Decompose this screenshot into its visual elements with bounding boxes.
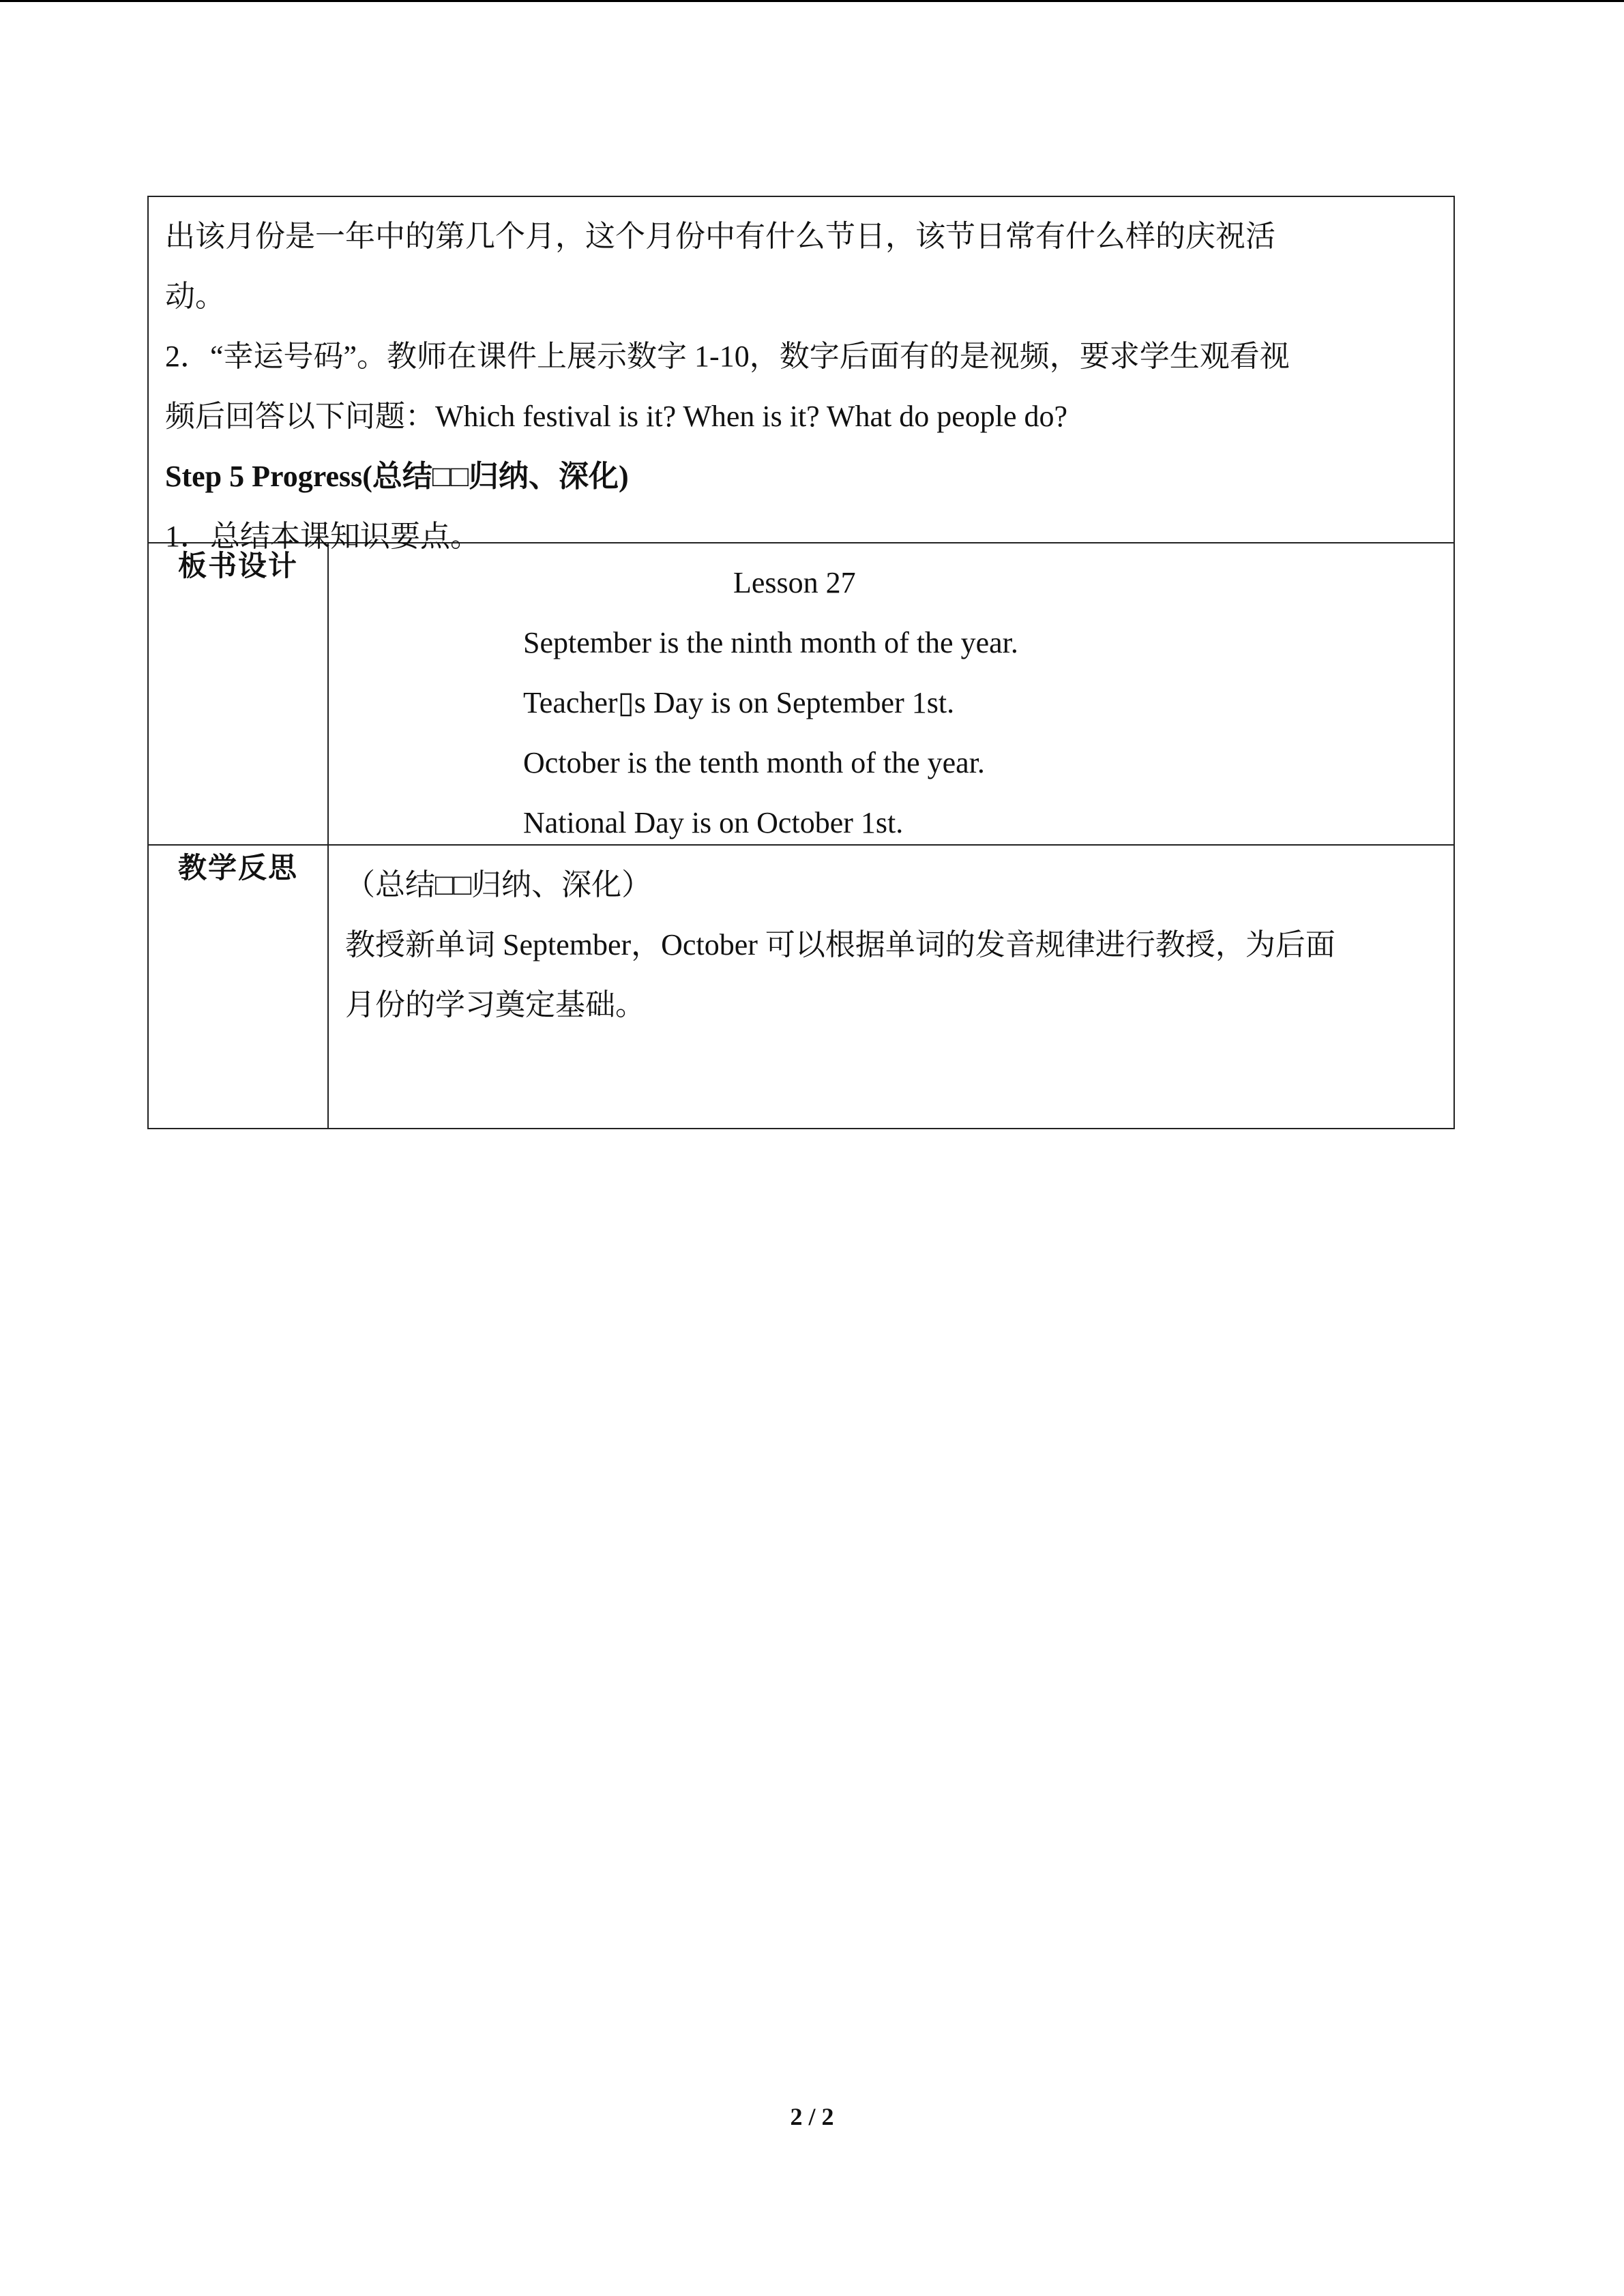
table-row-board (148, 543, 1454, 845)
table-row-steps (148, 196, 1454, 543)
table-row-reflection (148, 845, 1454, 1129)
board-design-label: 板书设计 (148, 543, 328, 845)
teaching-reflection-label: 教学反思 (148, 845, 328, 1129)
intro-line-3: 2．“幸运号码”。教师在课件上展示数字 1-10，数字后面有的是视频，要求学生观看视 (165, 340, 1290, 373)
board-design-cell (328, 543, 1454, 845)
lesson-plan-table (147, 196, 1455, 1129)
step-5-heading: Step 5 Progress(总结□□归纳、深化) (165, 460, 629, 493)
intro-line-1: 出该月份是一年中的第几个月，这个月份中有什么节日，该节日常有什么样的庆祝活 (165, 220, 1275, 253)
top-border-line (0, 0, 1624, 2)
board-line: National Day is on October 1st. (523, 806, 904, 839)
intro-line-2: 动。 (165, 280, 225, 313)
board-line: Teacher▯s Day is on September 1st. (523, 686, 955, 719)
reflection-line-2: 教授新单词 September，October 可以根据单词的发音规律进行教授，为后面 (345, 928, 1335, 961)
page-number: 2 / 2 (790, 2103, 834, 2130)
intro-line-4: 频后回答以下问题：Which festival is it? When is it? What do people do? (165, 400, 1068, 433)
steps-cell (148, 196, 1454, 553)
board-line: September is the ninth month of the year. (523, 626, 1018, 659)
board-title: Lesson 27 (733, 566, 856, 599)
teaching-reflection-cell (328, 845, 1454, 1129)
reflection-line-1: （总结□□归纳、深化） (345, 868, 652, 901)
intro-line-6: 1．总结本课知识要点。 (165, 520, 480, 553)
reflection-line-3: 月份的学习奠定基础。 (345, 988, 645, 1022)
board-line: October is the tenth month of the year. (523, 746, 985, 779)
